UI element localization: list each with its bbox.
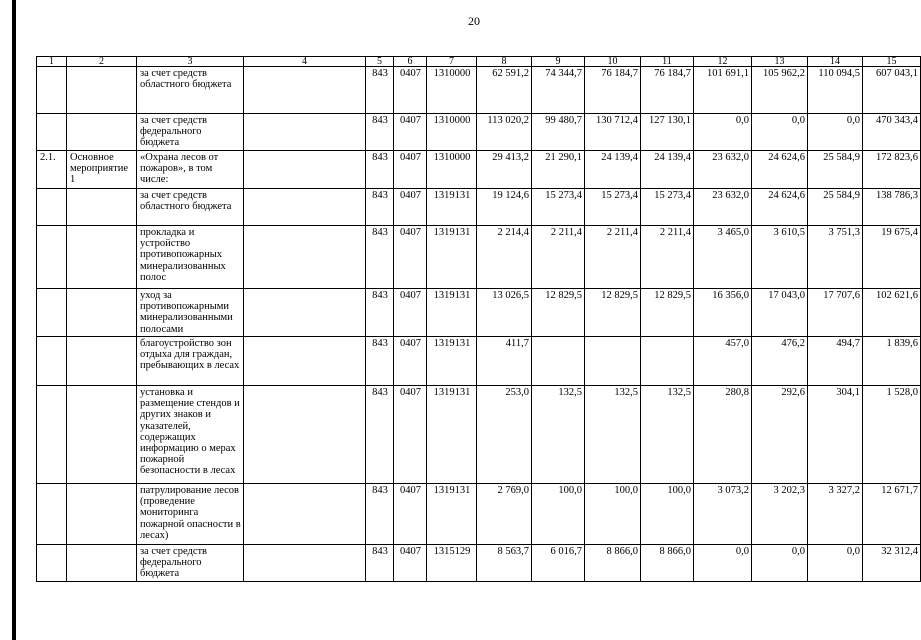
cell-col-11: 12 829,5 xyxy=(641,289,694,337)
cell-col-5: 843 xyxy=(366,337,394,386)
cell-col-5: 843 xyxy=(366,189,394,226)
cell-col-12: 0,0 xyxy=(694,545,752,582)
cell-col-2 xyxy=(67,289,137,337)
cell-col-13: 476,2 xyxy=(752,337,808,386)
cell-col-1 xyxy=(37,67,67,114)
cell-col-9: 15 273,4 xyxy=(532,189,585,226)
cell-col-6: 0407 xyxy=(394,386,427,484)
cell-col-10: 130 712,4 xyxy=(585,114,641,151)
column-header-4: 4 xyxy=(244,57,366,67)
column-header-3: 3 xyxy=(137,57,244,67)
cell-col-11 xyxy=(641,337,694,386)
cell-col-11: 100,0 xyxy=(641,484,694,545)
cell-col-8: 2 769,0 xyxy=(477,484,532,545)
cell-col-3: прокладка и устройство противопожарных минерализованных полос xyxy=(137,226,244,289)
cell-col-9: 6 016,7 xyxy=(532,545,585,582)
cell-col-4 xyxy=(244,114,366,151)
cell-col-4 xyxy=(244,545,366,582)
cell-col-6: 0407 xyxy=(394,114,427,151)
cell-col-4 xyxy=(244,484,366,545)
cell-col-15: 32 312,4 xyxy=(863,545,921,582)
table-row xyxy=(37,545,921,582)
table-row xyxy=(37,189,921,226)
column-header-11: 11 xyxy=(641,57,694,67)
column-header-15: 15 xyxy=(863,57,921,67)
left-margin-bar xyxy=(12,0,16,640)
cell-col-1: 2.1. xyxy=(37,151,67,189)
table-row xyxy=(37,289,921,337)
cell-col-10: 76 184,7 xyxy=(585,67,641,114)
column-header-6: 6 xyxy=(394,57,427,67)
cell-col-5: 843 xyxy=(366,226,394,289)
cell-col-8: 29 413,2 xyxy=(477,151,532,189)
cell-col-12: 23 632,0 xyxy=(694,151,752,189)
cell-col-10 xyxy=(585,337,641,386)
cell-col-12: 457,0 xyxy=(694,337,752,386)
cell-col-6: 0407 xyxy=(394,151,427,189)
cell-col-5: 843 xyxy=(366,114,394,151)
cell-col-7: 1315129 xyxy=(427,545,477,582)
cell-col-8: 19 124,6 xyxy=(477,189,532,226)
cell-col-11: 132,5 xyxy=(641,386,694,484)
cell-col-3: благоустройство зон отдыха для граждан, пребывающих в лесах xyxy=(137,337,244,386)
cell-col-13: 24 624,6 xyxy=(752,189,808,226)
table-row xyxy=(37,67,921,114)
cell-col-3: за счет средств федерального бюджета xyxy=(137,114,244,151)
cell-col-7: 1319131 xyxy=(427,226,477,289)
cell-col-6: 0407 xyxy=(394,226,427,289)
cell-col-13: 3 610,5 xyxy=(752,226,808,289)
cell-col-14: 25 584,9 xyxy=(808,189,863,226)
cell-col-3: «Охрана лесов от пожаров», в том числе: xyxy=(137,151,244,189)
cell-col-8: 62 591,2 xyxy=(477,67,532,114)
cell-col-15: 138 786,3 xyxy=(863,189,921,226)
cell-col-2 xyxy=(67,386,137,484)
cell-col-4 xyxy=(244,226,366,289)
cell-col-5: 843 xyxy=(366,289,394,337)
cell-col-15: 1 528,0 xyxy=(863,386,921,484)
cell-col-2 xyxy=(67,545,137,582)
cell-col-9: 2 211,4 xyxy=(532,226,585,289)
cell-col-12: 3 073,2 xyxy=(694,484,752,545)
cell-col-2: Основное мероприятие 1 xyxy=(67,151,137,189)
cell-col-8: 13 026,5 xyxy=(477,289,532,337)
cell-col-9: 100,0 xyxy=(532,484,585,545)
cell-col-3: установка и размещение стендов и других знаков и указателей, содержащих информацию о мерах пожарной безопасности в лесах xyxy=(137,386,244,484)
cell-col-12: 101 691,1 xyxy=(694,67,752,114)
cell-col-14: 494,7 xyxy=(808,337,863,386)
cell-col-9: 74 344,7 xyxy=(532,67,585,114)
cell-col-12: 3 465,0 xyxy=(694,226,752,289)
cell-col-15: 470 343,4 xyxy=(863,114,921,151)
column-header-2: 2 xyxy=(67,57,137,67)
cell-col-2 xyxy=(67,67,137,114)
cell-col-14: 17 707,6 xyxy=(808,289,863,337)
cell-col-11: 2 211,4 xyxy=(641,226,694,289)
column-header-8: 8 xyxy=(477,57,532,67)
cell-col-7: 1310000 xyxy=(427,67,477,114)
cell-col-15: 12 671,7 xyxy=(863,484,921,545)
cell-col-12: 280,8 xyxy=(694,386,752,484)
table-row xyxy=(37,337,921,386)
cell-col-13: 0,0 xyxy=(752,114,808,151)
cell-col-10: 100,0 xyxy=(585,484,641,545)
cell-col-14: 110 094,5 xyxy=(808,67,863,114)
cell-col-12: 16 356,0 xyxy=(694,289,752,337)
cell-col-7: 1310000 xyxy=(427,151,477,189)
table-row xyxy=(37,386,921,484)
cell-col-7: 1319131 xyxy=(427,484,477,545)
cell-col-6: 0407 xyxy=(394,189,427,226)
cell-col-6: 0407 xyxy=(394,337,427,386)
cell-col-3: за счет средств областного бюджета xyxy=(137,189,244,226)
cell-col-13: 24 624,6 xyxy=(752,151,808,189)
cell-col-4 xyxy=(244,151,366,189)
cell-col-11: 8 866,0 xyxy=(641,545,694,582)
cell-col-2 xyxy=(67,226,137,289)
cell-col-3: за счет средств федерального бюджета xyxy=(137,545,244,582)
cell-col-6: 0407 xyxy=(394,67,427,114)
cell-col-8: 113 020,2 xyxy=(477,114,532,151)
column-header-5: 5 xyxy=(366,57,394,67)
header-row xyxy=(37,57,921,67)
cell-col-9: 99 480,7 xyxy=(532,114,585,151)
cell-col-6: 0407 xyxy=(394,545,427,582)
cell-col-1 xyxy=(37,289,67,337)
table-row xyxy=(37,484,921,545)
cell-col-5: 843 xyxy=(366,386,394,484)
cell-col-15: 102 621,6 xyxy=(863,289,921,337)
cell-col-7: 1319131 xyxy=(427,289,477,337)
cell-col-10: 8 866,0 xyxy=(585,545,641,582)
cell-col-7: 1319131 xyxy=(427,189,477,226)
budget-table xyxy=(36,56,921,582)
cell-col-10: 12 829,5 xyxy=(585,289,641,337)
cell-col-7: 1319131 xyxy=(427,337,477,386)
cell-col-4 xyxy=(244,386,366,484)
table-row xyxy=(37,151,921,189)
cell-col-2 xyxy=(67,484,137,545)
cell-col-13: 3 202,3 xyxy=(752,484,808,545)
cell-col-4 xyxy=(244,337,366,386)
cell-col-14: 0,0 xyxy=(808,114,863,151)
cell-col-1 xyxy=(37,189,67,226)
cell-col-8: 8 563,7 xyxy=(477,545,532,582)
cell-col-15: 1 839,6 xyxy=(863,337,921,386)
column-header-13: 13 xyxy=(752,57,808,67)
column-header-9: 9 xyxy=(532,57,585,67)
table-header xyxy=(37,57,921,67)
cell-col-14: 25 584,9 xyxy=(808,151,863,189)
cell-col-4 xyxy=(244,289,366,337)
cell-col-15: 607 043,1 xyxy=(863,67,921,114)
cell-col-1 xyxy=(37,386,67,484)
column-header-14: 14 xyxy=(808,57,863,67)
cell-col-5: 843 xyxy=(366,545,394,582)
page-number: 20 xyxy=(468,14,480,28)
cell-col-8: 253,0 xyxy=(477,386,532,484)
cell-col-3: за счет средств областного бюджета xyxy=(137,67,244,114)
cell-col-12: 0,0 xyxy=(694,114,752,151)
cell-col-15: 19 675,4 xyxy=(863,226,921,289)
cell-col-9: 12 829,5 xyxy=(532,289,585,337)
cell-col-14: 3 751,3 xyxy=(808,226,863,289)
cell-col-10: 15 273,4 xyxy=(585,189,641,226)
cell-col-1 xyxy=(37,337,67,386)
cell-col-2 xyxy=(67,114,137,151)
cell-col-3: патрулирование лесов (проведение мониторинга пожарной опасности в лесах) xyxy=(137,484,244,545)
column-header-1: 1 xyxy=(37,57,67,67)
cell-col-5: 843 xyxy=(366,151,394,189)
cell-col-3: уход за противопожарными минерализованными полосами xyxy=(137,289,244,337)
cell-col-7: 1319131 xyxy=(427,386,477,484)
cell-col-4 xyxy=(244,189,366,226)
cell-col-12: 23 632,0 xyxy=(694,189,752,226)
cell-col-13: 0,0 xyxy=(752,545,808,582)
cell-col-5: 843 xyxy=(366,67,394,114)
cell-col-11: 127 130,1 xyxy=(641,114,694,151)
cell-col-11: 15 273,4 xyxy=(641,189,694,226)
table-row xyxy=(37,114,921,151)
cell-col-7: 1310000 xyxy=(427,114,477,151)
cell-col-8: 2 214,4 xyxy=(477,226,532,289)
column-header-10: 10 xyxy=(585,57,641,67)
cell-col-6: 0407 xyxy=(394,484,427,545)
cell-col-2 xyxy=(67,189,137,226)
table-row xyxy=(37,226,921,289)
cell-col-14: 0,0 xyxy=(808,545,863,582)
cell-col-2 xyxy=(67,337,137,386)
cell-col-1 xyxy=(37,484,67,545)
cell-col-5: 843 xyxy=(366,484,394,545)
cell-col-10: 2 211,4 xyxy=(585,226,641,289)
cell-col-13: 292,6 xyxy=(752,386,808,484)
cell-col-10: 24 139,4 xyxy=(585,151,641,189)
cell-col-13: 105 962,2 xyxy=(752,67,808,114)
cell-col-14: 3 327,2 xyxy=(808,484,863,545)
cell-col-15: 172 823,6 xyxy=(863,151,921,189)
cell-col-13: 17 043,0 xyxy=(752,289,808,337)
column-header-12: 12 xyxy=(694,57,752,67)
cell-col-6: 0407 xyxy=(394,289,427,337)
cell-col-11: 76 184,7 xyxy=(641,67,694,114)
cell-col-1 xyxy=(37,114,67,151)
cell-col-9: 21 290,1 xyxy=(532,151,585,189)
column-header-7: 7 xyxy=(427,57,477,67)
cell-col-9: 132,5 xyxy=(532,386,585,484)
table-body xyxy=(37,67,921,582)
cell-col-9 xyxy=(532,337,585,386)
cell-col-14: 304,1 xyxy=(808,386,863,484)
cell-col-11: 24 139,4 xyxy=(641,151,694,189)
cell-col-10: 132,5 xyxy=(585,386,641,484)
cell-col-1 xyxy=(37,545,67,582)
cell-col-1 xyxy=(37,226,67,289)
cell-col-8: 411,7 xyxy=(477,337,532,386)
cell-col-4 xyxy=(244,67,366,114)
